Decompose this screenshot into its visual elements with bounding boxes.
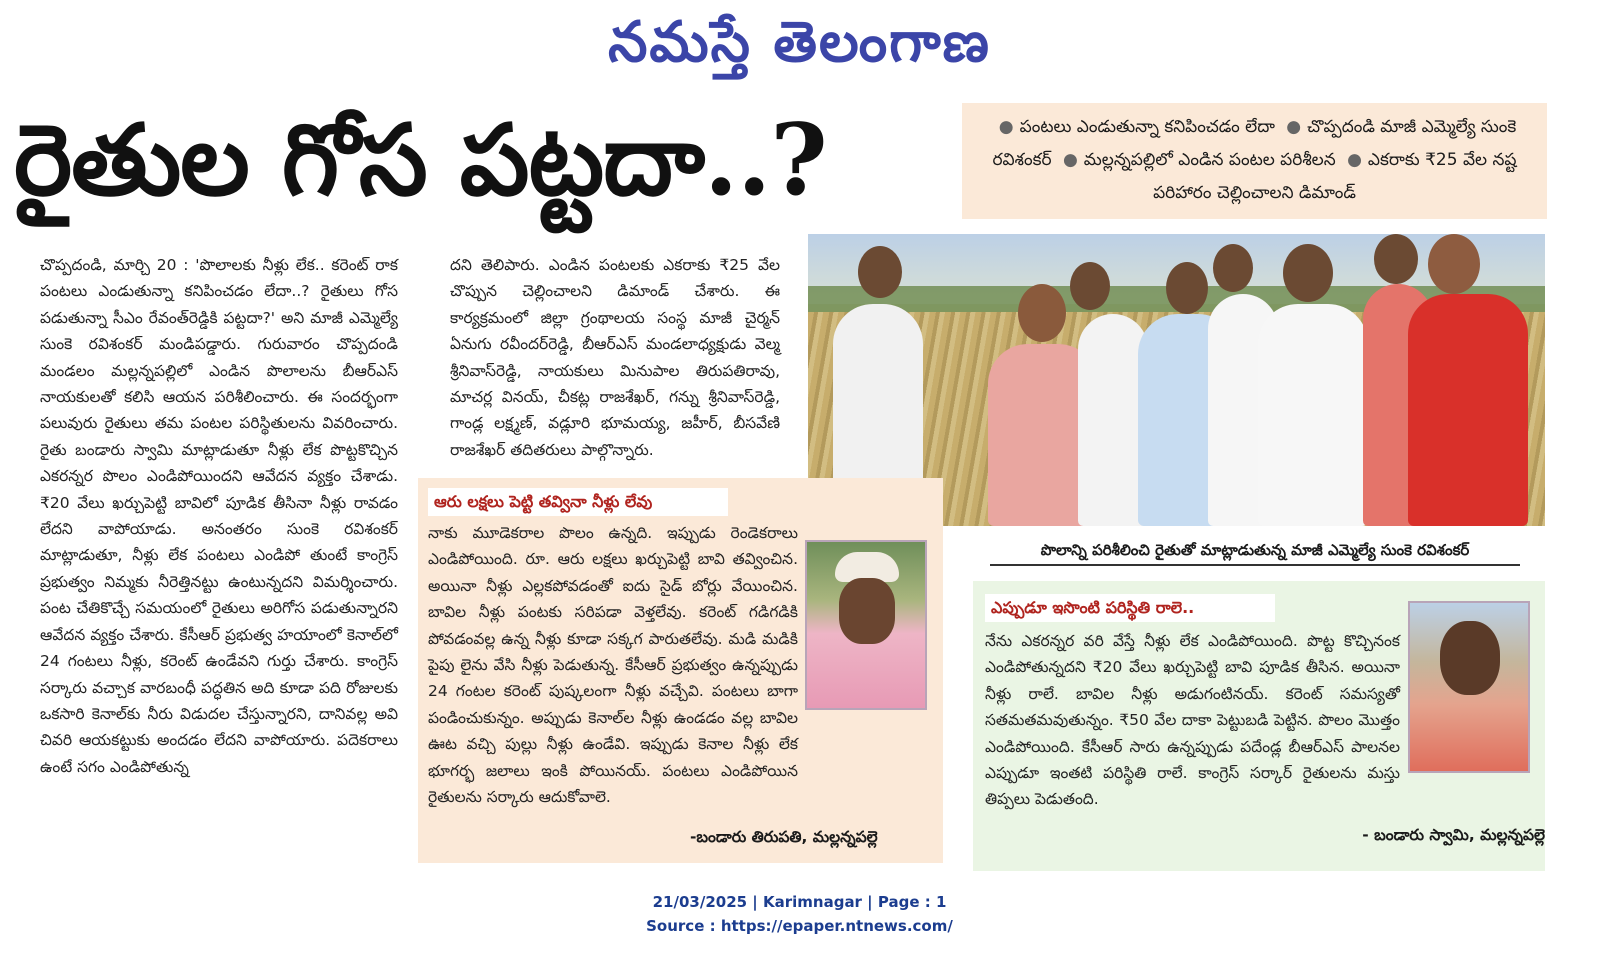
footer-source-link[interactable]: Source : https://epaper.ntnews.com/ — [646, 917, 953, 935]
quote-signature: - బండారు స్వామి, మల్లన్నపల్లె — [1362, 826, 1545, 844]
article-column-1 — [40, 252, 398, 862]
summary-point: పంటలు ఎండుతున్నా కనిపించడం లేదా — [1019, 117, 1275, 137]
page-footer — [0, 890, 1599, 938]
bullet-icon: ● — [1347, 150, 1362, 170]
bullet-icon: ● — [1286, 117, 1302, 137]
quote-box-text — [428, 520, 798, 807]
summary-point: మల్లన్నపల్లిలో ఎండిన పంటల పరిశీలన — [1083, 150, 1336, 170]
farmer-portrait-swamy — [1408, 601, 1530, 773]
summary-point: చొప్పదండి మాజీ ఎమ్మెల్యే సుంకె రవిశంకర్ — [992, 117, 1517, 170]
quote-box-title: ఆరు లక్షలు పెట్టి తవ్వినా నీళ్లు లేవు — [428, 488, 728, 516]
article-text: దని తెలిపారు. ఎండిన పంటలకు ఎకరాకు ₹25 వేల చొప్పున చెల్లించాలని డిమాండ్ చేశారు. ఈ కార్యక్రమంలో జిల్లా గ్రంథాలయ సంస్థ మాజీ చైర్మన్ ఏనుగు రవీందర్‌రెడ్డి, బీఆర్‌ఎస్ మండలాధ్యక్షుడు వెల్మ శ్రీనివాస్‌రెడ్డి, నాయకులు మినుపాల తిరుపతిరావు, మాచర్ల వినయ్, చీకట్ల రాజశేఖర్, గన్ను శ్రీనివాస్‌రెడ్డి, గాండ్ల లక్ష్మణ్, వడ్లూరి భూమయ్య, జహీర్, బీసవేణి రాజశేఖర్ తదితరులు పాల్గొన్నారు. — [450, 256, 780, 459]
summary-point: ఎకరాకు ₹25 వేల నష్ట పరిహారం చెల్లించాలని డిమాండ్ — [1153, 150, 1517, 203]
article-text: చొప్పదండి, మార్చి 20 : 'పొలాలకు నీళ్లు లేక.. కరెంట్ రాక పంటలు ఎండుతున్నా కనిపించడం లేదా..? రైతులు గోస పడుతున్నా సీఎం రేవంత్‌రెడ్డికి పట్టదా?' అని మాజీ ఎమ్మెల్యే సుంకె రవిశంకర్ మండిపడ్డారు. గురువారం చొప్పదండి మండలం మల్లన్నపల్లిలో ఎండిన పొలాలను బీఆర్‌ఎస్ నాయకులతో కలిసి ఆయన పరిశీలించారు. ఈ సందర్భంగా పలువురు రైతులు తమ పంటల పరిస్థితులను వివరించారు. రైతు బండారు స్వామి మాట్లాడుతూ నీళ్లు లేక పొట్టకొచ్చిన ఎకరన్నర పొలం ఎండిపోయిందని ఆవేదన వ్యక్తం చేశాడు. ₹20 వేలు ఖర్చుపెట్టి బావిలో పూడిక తీసినా నీళ్లు రావడం లేదని వాపోయాడు. అనంతరం సుంకె రవిశంకర్ మాట్లాడుతూ, నీళ్లు లేక పంటలు ఎండిపో తుంటే కాంగ్రెస్ ప్రభుత్వం నిమ్మకు నీరెత్తినట్టు ఉంటున్నదని విమర్శించారు. పంట చేతికొచ్చే సమయంలో రైతులు అరిగోస పడుతున్నారని ఆవేదన వ్యక్తం చేశారు. కేసీఆర్ ప్రభుత్వ హయాంలో కెనాల్‌లో 24 గంటలు నీళ్లు, కరెంట్ ఉండేవని గుర్తు చేశారు. కాంగ్రెస్ సర్కారు వచ్చాక వారబంధీ పద్ధతిన అది కూడా పది రోజులకు ఒకసారి కెనాల్‌కు నీరు విడుదల చేస్తున్నారని, దానివల్ల అవి చివరి ఆయకట్టుకు అందడం లేదని వాపోయారు. పదెకరాలు ఉంటే సగం ఎండిపోతున్న — [40, 256, 398, 776]
footer-date-edition: 21/03/2025 | Karimnagar | Page : 1 — [652, 893, 947, 911]
quote-signature: -బండారు తిరుపతి, మల్లన్నపల్లె — [690, 828, 878, 846]
farmer-portrait-tirupati — [805, 540, 927, 710]
page-headline: రైతుల గోస పట్టదా..? — [14, 103, 827, 218]
newspaper-masthead: నమస్తే తెలంగాణ — [608, 9, 991, 75]
bullet-icon: ● — [1062, 150, 1078, 170]
article-column-2 — [450, 252, 780, 472]
bullet-icon: ● — [998, 117, 1014, 137]
summary-box — [962, 103, 1547, 219]
photo-caption: పొలాన్ని పరిశీలించి రైతుతో మాట్లాడుతున్న మాజీ ఎమ్మెల్యే సుంకె రవిశంకర్ — [990, 536, 1520, 566]
quote-box-text — [985, 628, 1400, 828]
quote-text: నాకు మూడెకరాల పొలం ఉన్నది. ఇప్పుడు రెండెకరాలు ఎండిపోయింది. రూ. ఆరు లక్షలు ఖర్చుపెట్టి బావి తవ్వించిన. అయినా నీళ్లు ఎల్లకపోవడంతో ఐదు సైడ్ బోర్లు వేయించిన. బావిల నీళ్లు పంటకు సరిపడా వెళ్తలేవు. కరెంట్ గడిగడికి పోవడంవల్ల ఉన్న నీళ్లు కూడా సక్కగ పారుతలేవు. మడి మడికి పైపు లైను వేసి నీళ్లు పెడుతున్న. కేసీఆర్ ప్రభుత్వం ఉన్నప్పుడు 24 గంటల కరెంట్ పుష్కలంగా నీళ్లు వచ్చేవి. పంటలు బాగా పండించుకున్నం. అప్పుడు కెనాల్‌ల నీళ్లు ఉండడం వల్ల బావిల ఊట వచ్చి పుల్లు నీళ్లు ఉండేవి. ఇప్పుడు కెనాల నీళ్లు లేక భూగర్భ జలాలు ఇంకి పోయినయ్. పంటలు ఎండిపోయిన రైతులను సర్కారు ఆదుకోవాలె. — [428, 524, 798, 807]
quote-text: నేను ఎకరన్నర వరి వేస్తే నీళ్లు లేక ఎండిపోయింది. పొట్ట కొచ్చినంక ఎండిపోతున్నదని ₹20 వేలు ఖర్చుపెట్టి బావి పూడిక తీసిన. అయినా నీళ్లు రాలే. బావిల నీళ్లు అడుగంటినయ్. కరెంట్ సమస్యతో సతమతమవుతున్నం. ₹50 వేల దాకా పెట్టుబడి పెట్టిన. పొలం మొత్తం ఎండిపోయింది. కేసీఆర్ సారు ఉన్నప్పుడు పదేండ్ల బీఆర్‌ఎస్ పాలనల ఎప్పుడూ ఇంతటి పరిస్థితి రాలే. కాంగ్రెస్ సర్కార్ రైతులను మస్తు తిప్పలు పెడుతంది. — [985, 632, 1400, 809]
quote-box-title: ఎప్పుడూ ఇసొంటి పరిస్థితి రాలె.. — [985, 594, 1275, 622]
